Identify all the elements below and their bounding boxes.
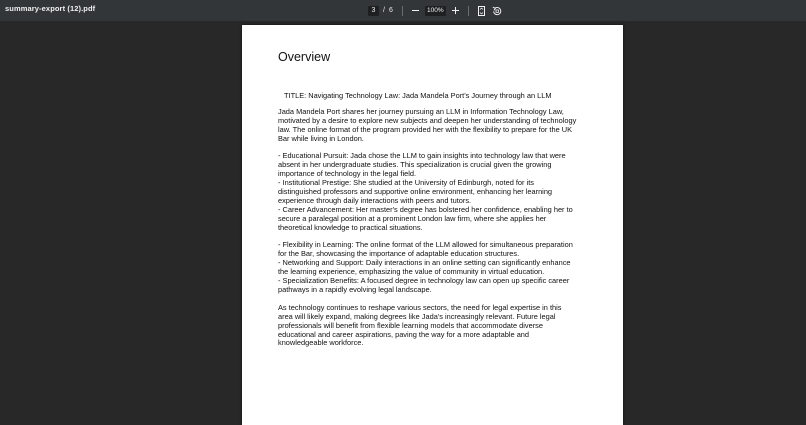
- text-line: absent in her undergraduate studies. This specialization is crucial given the growing: [278, 160, 552, 170]
- text-line: theoretical knowledge to practical situations.: [278, 222, 423, 232]
- fit-page-icon: [477, 6, 486, 16]
- total-pages: 6: [388, 7, 393, 14]
- text-line: secure a paralegal position at a prominent London law firm, where she applies her: [278, 213, 547, 223]
- text-line: educational and career aspirations, paving the way for a more adaptable and: [278, 329, 530, 339]
- document-title-line: TITLE: Navigating Technology Law: Jada Mandela Port's Journey through an LLM: [284, 91, 552, 100]
- text-line: - Educational Pursuit: Jada chose the LLM to gain insights into technology law that were: [278, 151, 566, 161]
- bullet-list-two: [278, 241, 590, 294]
- page-body: [278, 91, 590, 357]
- plus-icon: [451, 6, 460, 15]
- toolbar-divider: [402, 6, 403, 16]
- text-line: - Institutional Prestige: She studied at the University of Edinburgh, noted for its: [278, 178, 534, 188]
- pdf-page: [242, 25, 623, 425]
- pdf-toolbar: [0, 0, 806, 21]
- conclusion-paragraph: [278, 304, 590, 349]
- text-line: As technology continues to reshape various sectors, the need for legal expertise in this: [278, 302, 562, 312]
- text-line: importance of technology in the legal field.: [278, 169, 417, 179]
- text-line: for the Bar, showcasing the importance of adaptable education structures.: [278, 249, 520, 259]
- document-title: summary-export (12).pdf: [5, 4, 96, 13]
- bullet-list-one: [278, 152, 590, 232]
- text-line: law. The online format of the program provided her with the flexibility to prepare for the UK: [278, 124, 572, 134]
- page-controls: [368, 4, 503, 17]
- text-line: - Flexibility in Learning: The online format of the LLM allowed for simultaneous preparation: [278, 240, 573, 250]
- text-line: - Networking and Support: Daily interactions in an online setting can significantly enhance: [278, 258, 571, 268]
- page-title: Overview: [278, 50, 331, 64]
- rotate-button[interactable]: [492, 5, 503, 16]
- page-number-input[interactable]: 3: [368, 6, 379, 16]
- zoom-out-button[interactable]: [410, 5, 421, 16]
- text-line: Bar while living in London.: [278, 133, 364, 143]
- fit-page-button[interactable]: [476, 5, 487, 16]
- intro-paragraph: [278, 108, 590, 144]
- rotate-icon: [492, 6, 502, 16]
- toolbar-divider: [468, 6, 469, 16]
- text-line: the learning experience, emphasizing the value of community in virtual education.: [278, 267, 545, 277]
- minus-icon: [411, 6, 420, 15]
- text-line: experience through daily interactions with peers and tutors.: [278, 195, 472, 205]
- text-line: distinguished professors and supportive online environment, enhancing her learning: [278, 187, 553, 197]
- text-line: - Career Advancement: Her master's degree has bolstered her confidence, enabling her to: [278, 204, 573, 214]
- zoom-level-input[interactable]: 100%: [425, 6, 446, 16]
- text-line: professionals will benefit from flexible learning models that accommodate diverse: [278, 320, 543, 330]
- document-viewer[interactable]: [0, 21, 806, 406]
- text-line: motivated by a desire to explore new subjects and deepen her understanding of technology: [278, 115, 577, 125]
- text-line: knowledgeable workforce.: [278, 338, 364, 348]
- page-separator: /: [383, 7, 385, 14]
- text-line: Jada Mandela Port shares her journey pursuing an LLM in Information Technology Law,: [278, 106, 564, 116]
- text-line: - Specialization Benefits: A focused degree in technology law can open up specific career: [278, 276, 570, 286]
- text-line: pathways in a rapidly evolving legal landscape.: [278, 285, 432, 294]
- zoom-in-button[interactable]: [450, 5, 461, 16]
- text-line: area will likely expand, making degrees like Jada's increasingly relevant. Future legal: [278, 311, 556, 321]
